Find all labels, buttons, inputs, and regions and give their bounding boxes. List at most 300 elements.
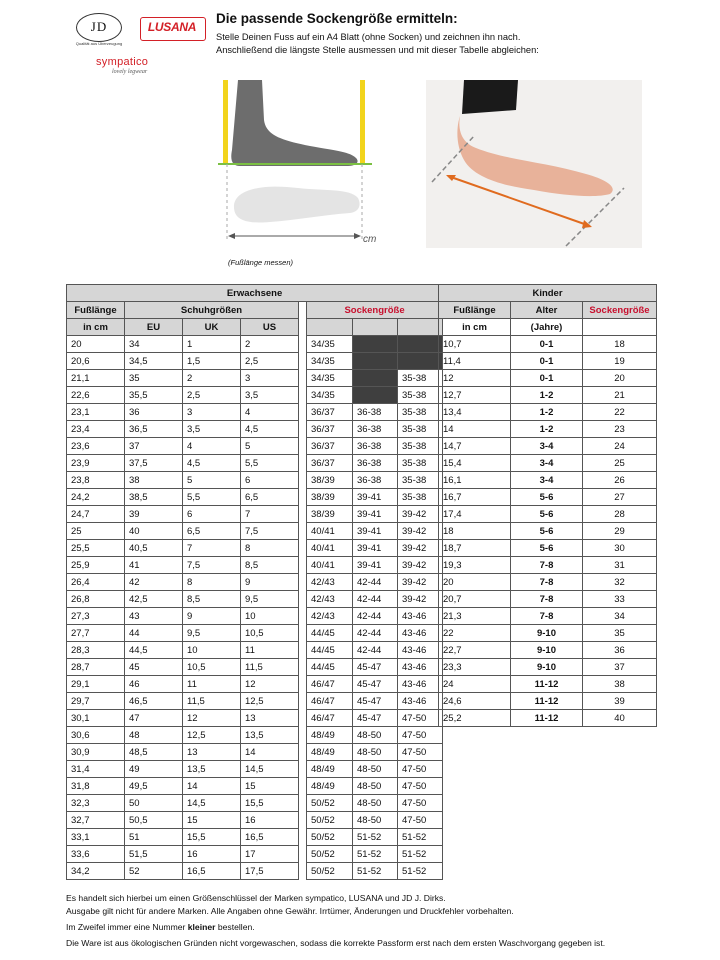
table-row: [439, 557, 657, 574]
foot-length-cell: 23,1: [67, 404, 125, 421]
sock-size-b-cell: 51-52: [353, 863, 398, 880]
uk-cell: 13,5: [183, 761, 241, 778]
adult-col-sock: Sockengröße: [307, 302, 443, 319]
foot-length-cell: 27,3: [67, 608, 125, 625]
sock-size-cell: 33: [583, 591, 657, 608]
sock-size-c-cell: 47-50: [398, 710, 443, 727]
foot-length-cell: 23,8: [67, 472, 125, 489]
sock-size-c-cell: 35-38: [398, 370, 443, 387]
adult-col-eu: EU: [125, 319, 183, 336]
us-cell: 14: [241, 744, 299, 761]
jd-logo-tagline: Qualität aus Überzeugung: [75, 41, 123, 46]
sock-size-b-cell: 48-50: [353, 778, 398, 795]
age-cell: 7-8: [511, 574, 583, 591]
sock-size-a-cell: 48/49: [307, 778, 353, 795]
uk-cell: 14,5: [183, 795, 241, 812]
sock-size-cell: 40: [583, 710, 657, 727]
sock-size-c-cell: 35-38: [398, 438, 443, 455]
foot-length-cell: 30,9: [67, 744, 125, 761]
table-row: [67, 846, 443, 863]
table-row: [67, 608, 443, 625]
sock-size-c-cell: 51-52: [398, 863, 443, 880]
table-row: [67, 744, 443, 761]
eu-cell: 46: [125, 676, 183, 693]
eu-cell: 36,5: [125, 421, 183, 438]
sock-size-a-cell: 38/39: [307, 472, 353, 489]
table-row: [439, 455, 657, 472]
sock-size-c-cell: 51-52: [398, 846, 443, 863]
us-cell: 4,5: [241, 421, 299, 438]
diagram-caption: (Fußlänge messen): [228, 258, 294, 267]
eu-cell: 49: [125, 761, 183, 778]
table-row: [439, 710, 657, 727]
age-cell: 11-12: [511, 710, 583, 727]
adult-col-foot: Fußlänge: [67, 302, 125, 319]
table-row: [67, 540, 443, 557]
sock-size-c-cell: 39-42: [398, 574, 443, 591]
us-cell: 2,5: [241, 353, 299, 370]
eu-cell: 38,5: [125, 489, 183, 506]
us-cell: 17: [241, 846, 299, 863]
adult-col-us: US: [241, 319, 299, 336]
us-cell: 16,5: [241, 829, 299, 846]
table-row: [439, 353, 657, 370]
sock-size-c-cell: 43-46: [398, 659, 443, 676]
foot-length-cell: 13,4: [439, 404, 511, 421]
adult-col-shoe: Schuhgrößen: [125, 302, 299, 319]
foot-photo: [426, 80, 642, 248]
footer-line-3-bold: kleiner: [187, 922, 216, 932]
age-cell: 11-12: [511, 693, 583, 710]
table-row: [67, 472, 443, 489]
age-cell: 11-12: [511, 676, 583, 693]
table-row: [439, 438, 657, 455]
foot-length-cell: 10,7: [439, 336, 511, 353]
sock-size-c-cell: 47-50: [398, 778, 443, 795]
foot-length-cell: 27,7: [67, 625, 125, 642]
table-row: [439, 693, 657, 710]
sock-size-a-cell: 46/47: [307, 710, 353, 727]
us-cell: 9: [241, 574, 299, 591]
sock-size-c-cell: 43-46: [398, 625, 443, 642]
sock-size-a-cell: 36/37: [307, 421, 353, 438]
table-row: [67, 795, 443, 812]
age-cell: 0-1: [511, 353, 583, 370]
eu-cell: 48: [125, 727, 183, 744]
foot-length-cell: 32,3: [67, 795, 125, 812]
foot-length-cell: 17,4: [439, 506, 511, 523]
uk-cell: 7,5: [183, 557, 241, 574]
table-row: [439, 472, 657, 489]
uk-cell: 3: [183, 404, 241, 421]
us-cell: 7: [241, 506, 299, 523]
us-cell: 13,5: [241, 727, 299, 744]
uk-cell: 1: [183, 336, 241, 353]
sock-size-a-cell: 34/35: [307, 353, 353, 370]
age-cell: 3-4: [511, 438, 583, 455]
table-row: [67, 523, 443, 540]
foot-length-cell: 11,4: [439, 353, 511, 370]
sock-size-a-cell: 40/41: [307, 557, 353, 574]
us-cell: 11,5: [241, 659, 299, 676]
table-row: [67, 489, 443, 506]
kids-col-age-unit: (Jahre): [511, 319, 583, 336]
sock-size-c-cell: 35-38: [398, 455, 443, 472]
eu-cell: 35: [125, 370, 183, 387]
kids-col-sock: Sockengröße: [583, 302, 657, 319]
sock-size-a-cell: 42/43: [307, 591, 353, 608]
adult-col-foot-unit: in cm: [67, 319, 125, 336]
age-cell: 3-4: [511, 472, 583, 489]
us-cell: 8,5: [241, 557, 299, 574]
foot-length-cell: 28,7: [67, 659, 125, 676]
eu-cell: 38: [125, 472, 183, 489]
sock-size-a-cell: 44/45: [307, 659, 353, 676]
sock-size-c-cell: 43-46: [398, 608, 443, 625]
sock-size-cell: 21: [583, 387, 657, 404]
sock-size-b-cell: 45-47: [353, 710, 398, 727]
foot-length-cell: 25,5: [67, 540, 125, 557]
sympatico-logo: sympatico: [96, 56, 149, 68]
foot-length-cell: 25,2: [439, 710, 511, 727]
sock-size-b-cell: 48-50: [353, 761, 398, 778]
uk-cell: 12: [183, 710, 241, 727]
uk-cell: 16: [183, 846, 241, 863]
table-row: [67, 710, 443, 727]
sock-size-b-cell: 48-50: [353, 795, 398, 812]
sock-size-b-cell: [353, 336, 398, 353]
sock-size-b-cell: 42-44: [353, 574, 398, 591]
sock-size-cell: 38: [583, 676, 657, 693]
eu-cell: 48,5: [125, 744, 183, 761]
sock-size-c-cell: 43-46: [398, 642, 443, 659]
uk-cell: 4: [183, 438, 241, 455]
age-cell: 5-6: [511, 540, 583, 557]
eu-cell: 40: [125, 523, 183, 540]
sock-size-a-cell: 40/41: [307, 540, 353, 557]
foot-length-cell: 29,7: [67, 693, 125, 710]
us-cell: 17,5: [241, 863, 299, 880]
sock-size-a-cell: 38/39: [307, 489, 353, 506]
eu-cell: 51: [125, 829, 183, 846]
sock-size-cell: 29: [583, 523, 657, 540]
foot-length-cell: 23,3: [439, 659, 511, 676]
us-cell: 10,5: [241, 625, 299, 642]
eu-cell: 37: [125, 438, 183, 455]
table-row: [439, 506, 657, 523]
table-row: [67, 676, 443, 693]
age-cell: 7-8: [511, 608, 583, 625]
eu-cell: 50: [125, 795, 183, 812]
table-row: [439, 591, 657, 608]
sock-size-cell: 19: [583, 353, 657, 370]
footer-line-3: [66, 922, 255, 932]
sock-size-c-cell: 39-42: [398, 557, 443, 574]
sock-size-cell: 18: [583, 336, 657, 353]
sock-size-c-cell: 39-42: [398, 523, 443, 540]
age-cell: 7-8: [511, 591, 583, 608]
foot-length-cell: 31,8: [67, 778, 125, 795]
us-cell: 13: [241, 710, 299, 727]
adult-col-uk: UK: [183, 319, 241, 336]
table-row: [67, 591, 443, 608]
eu-cell: 37,5: [125, 455, 183, 472]
age-cell: 9-10: [511, 642, 583, 659]
uk-cell: 11,5: [183, 693, 241, 710]
footer-line-4: Die Ware ist aus ökologischen Gründen nicht vorgewaschen, sodass die korrekte Passform erst nach dem ersten Waschvorgang gegeben ist.: [66, 938, 606, 948]
us-cell: 6: [241, 472, 299, 489]
table-row: [67, 336, 443, 353]
kids-col-foot-unit: in cm: [439, 319, 511, 336]
table-row: [439, 574, 657, 591]
sock-size-cell: 25: [583, 455, 657, 472]
sock-size-b-cell: 39-41: [353, 540, 398, 557]
footer-line-3-post: bestellen.: [215, 922, 255, 932]
eu-cell: 46,5: [125, 693, 183, 710]
sock-size-b-cell: 36-38: [353, 472, 398, 489]
eu-cell: 34,5: [125, 353, 183, 370]
us-cell: 7,5: [241, 523, 299, 540]
table-row: [439, 387, 657, 404]
table-row: [439, 523, 657, 540]
diagram-unit-label: cm: [363, 234, 377, 245]
sock-size-c-cell: 47-50: [398, 727, 443, 744]
table-row: [67, 625, 443, 642]
table-row: [439, 676, 657, 693]
us-cell: 8: [241, 540, 299, 557]
table-row: [67, 574, 443, 591]
sock-size-cell: 39: [583, 693, 657, 710]
age-cell: 9-10: [511, 659, 583, 676]
foot-length-cell: 21,3: [439, 608, 511, 625]
foot-length-cell: 12,7: [439, 387, 511, 404]
eu-cell: 44: [125, 625, 183, 642]
sock-size-a-cell: 44/45: [307, 642, 353, 659]
foot-length-cell: 24: [439, 676, 511, 693]
foot-length-cell: 16,1: [439, 472, 511, 489]
foot-length-cell: 29,1: [67, 676, 125, 693]
table-row: [67, 370, 443, 387]
foot-length-cell: 34,2: [67, 863, 125, 880]
uk-cell: 12,5: [183, 727, 241, 744]
sock-size-b-cell: [353, 353, 398, 370]
sock-size-c-cell: 47-50: [398, 761, 443, 778]
sock-size-cell: 30: [583, 540, 657, 557]
us-cell: 4: [241, 404, 299, 421]
foot-length-cell: 25: [67, 523, 125, 540]
uk-cell: 15: [183, 812, 241, 829]
table-row: [439, 540, 657, 557]
us-cell: 14,5: [241, 761, 299, 778]
table-row: [67, 812, 443, 829]
lusana-logo: [140, 17, 204, 41]
foot-length-cell: 25,9: [67, 557, 125, 574]
eu-cell: 50,5: [125, 812, 183, 829]
foot-length-cell: 28,3: [67, 642, 125, 659]
eu-cell: 45: [125, 659, 183, 676]
table-row: [439, 642, 657, 659]
kids-col-age: Alter: [511, 302, 583, 319]
sock-size-c-cell: 39-42: [398, 506, 443, 523]
foot-length-cell: 24,7: [67, 506, 125, 523]
us-cell: 12,5: [241, 693, 299, 710]
table-row: [67, 506, 443, 523]
uk-cell: 10: [183, 642, 241, 659]
age-cell: 1-2: [511, 387, 583, 404]
sock-size-a-cell: 50/52: [307, 863, 353, 880]
sock-size-a-cell: 46/47: [307, 676, 353, 693]
sock-size-cell: 23: [583, 421, 657, 438]
sock-size-b-cell: 36-38: [353, 421, 398, 438]
uk-cell: 11: [183, 676, 241, 693]
sock-size-b-cell: 36-38: [353, 455, 398, 472]
uk-cell: 9: [183, 608, 241, 625]
footer-line-3-pre: Im Zweifel immer eine Nummer: [66, 922, 188, 932]
foot-length-cell: 20: [439, 574, 511, 591]
eu-cell: 49,5: [125, 778, 183, 795]
table-row: [67, 727, 443, 744]
foot-length-cell: 24,6: [439, 693, 511, 710]
table-row: [67, 863, 443, 880]
foot-length-cell: 22,7: [439, 642, 511, 659]
us-cell: 5,5: [241, 455, 299, 472]
table-row: [439, 625, 657, 642]
sock-size-c-cell: [398, 336, 443, 353]
foot-length-cell: 30,6: [67, 727, 125, 744]
sock-size-c-cell: [398, 353, 443, 370]
uk-cell: 5: [183, 472, 241, 489]
sock-size-c-cell: 51-52: [398, 829, 443, 846]
intro-line-2: Anschließend die längste Stelle ausmessen und mit dieser Tabelle abgleichen:: [216, 45, 539, 55]
uk-cell: 2,5: [183, 387, 241, 404]
sock-size-cell: 36: [583, 642, 657, 659]
uk-cell: 1,5: [183, 353, 241, 370]
uk-cell: 6: [183, 506, 241, 523]
kids-table-title: Kinder: [439, 285, 657, 302]
eu-cell: 36: [125, 404, 183, 421]
table-row: [439, 659, 657, 676]
uk-cell: 5,5: [183, 489, 241, 506]
sock-size-cell: 26: [583, 472, 657, 489]
foot-length-cell: 20,7: [439, 591, 511, 608]
eu-cell: 40,5: [125, 540, 183, 557]
sock-size-cell: 31: [583, 557, 657, 574]
age-cell: 5-6: [511, 489, 583, 506]
sock-size-a-cell: 50/52: [307, 829, 353, 846]
kids-col-foot: Fußlänge: [439, 302, 511, 319]
table-row: [67, 829, 443, 846]
sock-size-c-cell: 35-38: [398, 404, 443, 421]
adult-size-table: [66, 284, 443, 880]
foot-length-cell: 23,4: [67, 421, 125, 438]
us-cell: 12: [241, 676, 299, 693]
sock-size-b-cell: [353, 370, 398, 387]
foot-length-cell: 23,6: [67, 438, 125, 455]
foot-measure-diagram: [210, 80, 380, 248]
uk-cell: 10,5: [183, 659, 241, 676]
table-row: [439, 404, 657, 421]
sock-size-cell: 35: [583, 625, 657, 642]
us-cell: 15,5: [241, 795, 299, 812]
foot-length-cell: 30,1: [67, 710, 125, 727]
foot-length-cell: 26,4: [67, 574, 125, 591]
sock-size-b-cell: 51-52: [353, 829, 398, 846]
uk-cell: 2: [183, 370, 241, 387]
sock-size-a-cell: 40/41: [307, 523, 353, 540]
sock-size-a-cell: 42/43: [307, 608, 353, 625]
sock-size-a-cell: 48/49: [307, 761, 353, 778]
uk-cell: 13: [183, 744, 241, 761]
uk-cell: 3,5: [183, 421, 241, 438]
table-row: [439, 421, 657, 438]
footer-line-1: Es handelt sich hierbei um einen Größenschlüssel der Marken sympatico, LUSANA und JD J. Dirks.: [66, 893, 446, 903]
table-row: [439, 489, 657, 506]
table-row: [67, 761, 443, 778]
foot-length-cell: 32,7: [67, 812, 125, 829]
uk-cell: 8,5: [183, 591, 241, 608]
sock-size-b-cell: 36-38: [353, 404, 398, 421]
age-cell: 1-2: [511, 404, 583, 421]
table-row: [67, 387, 443, 404]
us-cell: 5: [241, 438, 299, 455]
sock-size-c-cell: 47-50: [398, 795, 443, 812]
table-row: [67, 455, 443, 472]
foot-length-cell: 22: [439, 625, 511, 642]
sock-size-b-cell: 45-47: [353, 693, 398, 710]
sock-size-cell: 22: [583, 404, 657, 421]
sock-size-a-cell: 34/35: [307, 336, 353, 353]
sock-size-a-cell: 48/49: [307, 744, 353, 761]
foot-length-cell: 16,7: [439, 489, 511, 506]
sock-size-a-cell: 50/52: [307, 795, 353, 812]
foot-length-cell: 22,6: [67, 387, 125, 404]
foot-length-cell: 31,4: [67, 761, 125, 778]
uk-cell: 14: [183, 778, 241, 795]
eu-cell: 39: [125, 506, 183, 523]
table-row: [67, 642, 443, 659]
sock-size-c-cell: 35-38: [398, 489, 443, 506]
sock-size-b-cell: 42-44: [353, 608, 398, 625]
foot-length-cell: 19,3: [439, 557, 511, 574]
uk-cell: 6,5: [183, 523, 241, 540]
uk-cell: 15,5: [183, 829, 241, 846]
sock-size-b-cell: 48-50: [353, 727, 398, 744]
age-cell: 5-6: [511, 506, 583, 523]
sock-size-a-cell: 36/37: [307, 455, 353, 472]
eu-cell: 35,5: [125, 387, 183, 404]
table-row: [67, 693, 443, 710]
eu-cell: 41: [125, 557, 183, 574]
sock-size-cell: 32: [583, 574, 657, 591]
eu-cell: 52: [125, 863, 183, 880]
sock-size-b-cell: 51-52: [353, 846, 398, 863]
table-row: [67, 353, 443, 370]
age-cell: 0-1: [511, 336, 583, 353]
uk-cell: 4,5: [183, 455, 241, 472]
sock-size-b-cell: 42-44: [353, 625, 398, 642]
adult-table-title: Erwachsene: [67, 285, 443, 302]
foot-length-cell: 24,2: [67, 489, 125, 506]
foot-length-cell: 18,7: [439, 540, 511, 557]
sock-size-a-cell: 34/35: [307, 387, 353, 404]
age-cell: 9-10: [511, 625, 583, 642]
uk-cell: 8: [183, 574, 241, 591]
eu-cell: 43: [125, 608, 183, 625]
eu-cell: 34: [125, 336, 183, 353]
sock-size-a-cell: 34/35: [307, 370, 353, 387]
sock-size-c-cell: 39-42: [398, 540, 443, 557]
foot-length-cell: 14: [439, 421, 511, 438]
